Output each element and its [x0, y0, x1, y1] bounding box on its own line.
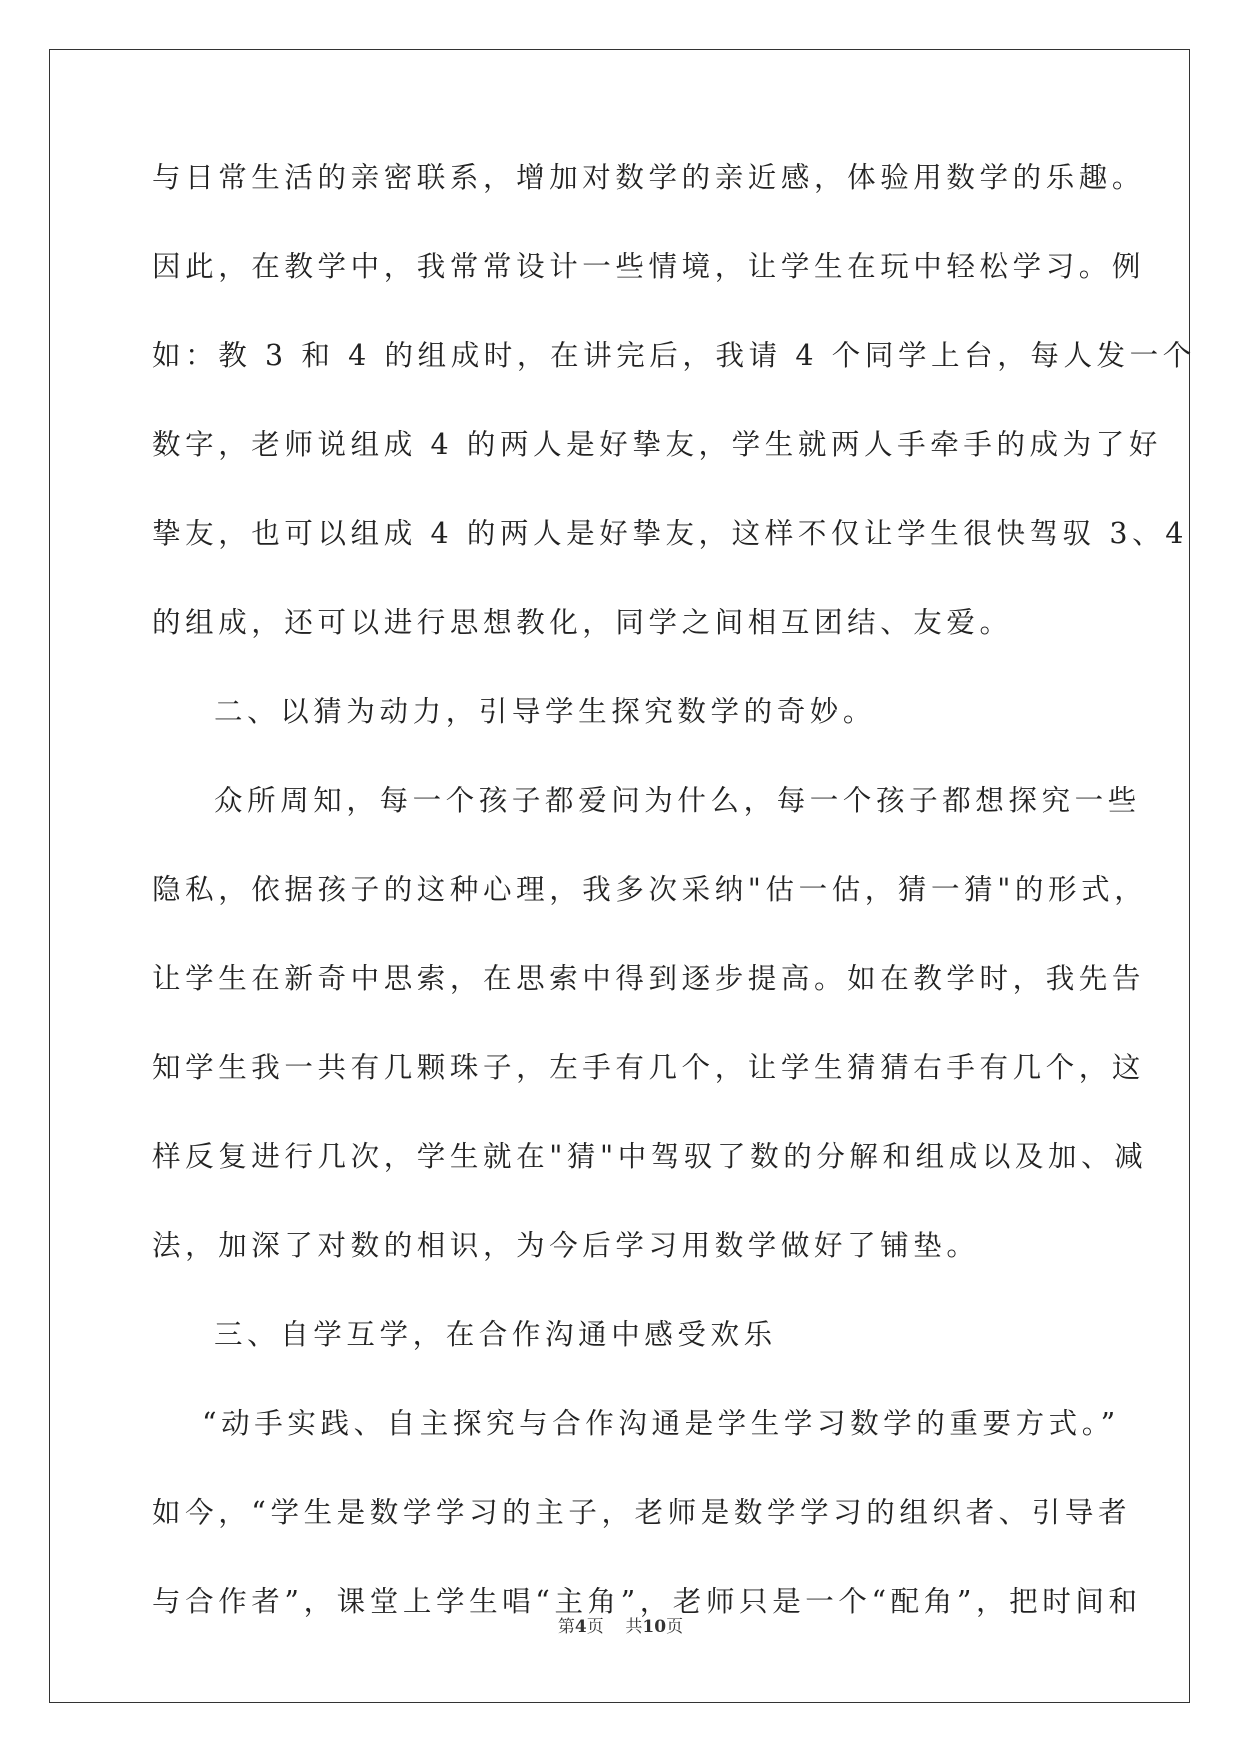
text-line: 数字，老师说组成 4 的两人是好挚友，学生就两人手牵手的成为了好 [152, 428, 1162, 461]
footer-middle: 页 共 [586, 1617, 643, 1637]
document-body [152, 152, 1196, 1665]
current-page-number: 4 [574, 1617, 587, 1637]
text-line: 如：教 3 和 4 的组成时，在讲完后，我请 4 个同学上台，每人发一个 [152, 339, 1196, 372]
section-heading: 二、以猜为动力，引导学生探究数学的奇妙。 [214, 695, 877, 728]
text-line: 知学生我一共有几颗珠子，左手有几个，让学生猜猜右手有几个，这 [152, 1051, 1146, 1084]
text-line: 样反复进行几次，学生就在"猜"中驾驭了数的分解和组成以及加、减 [152, 1140, 1148, 1173]
total-page-count: 10 [642, 1617, 667, 1637]
footer-prefix: 第 [557, 1617, 575, 1637]
text-line: 因此，在教学中，我常常设计一些情境，让学生在玩中轻松学习。例 [152, 250, 1146, 283]
text-line: 隐私，依据孩子的这种心理，我多次采纳"估一估，猜一猜"的形式， [152, 873, 1148, 906]
text-line: 挚友，也可以组成 4 的两人是好挚友，这样不仅让学生很快驾驭 3、4 [152, 517, 1188, 550]
footer-suffix: 页 [666, 1617, 684, 1637]
section-heading: 三、自学互学，在合作沟通中感受欢乐 [214, 1318, 777, 1351]
text-line: 的组成，还可以进行思想教化，同学之间相互团结、友爱。 [152, 606, 1013, 639]
text-line: 让学生在新奇中思索，在思索中得到逐步提高。如在教学时，我先告 [152, 962, 1146, 995]
text-line: 如今，“学生是数学学习的主子，老师是数学学习的组织者、引导者 [152, 1496, 1132, 1529]
paragraph-start-line: “动手实践、自主探究与合作沟通是学生学习数学的重要方式。” [202, 1407, 1120, 1440]
text-line: 与合作者”，课堂上学生唱“主角”，老师只是一个“配角”，把时间和 [152, 1585, 1142, 1618]
page-footer [0, 1616, 1241, 1638]
paragraph-start-line: 众所周知，每一个孩子都爱问为什么，每一个孩子都想探究一些 [214, 784, 1141, 817]
text-line: 法，加深了对数的相识，为今后学习用数学做好了铺垫。 [152, 1229, 980, 1262]
text-line: 与日常生活的亲密联系，增加对数学的亲近感，体验用数学的乐趣。 [152, 161, 1146, 194]
